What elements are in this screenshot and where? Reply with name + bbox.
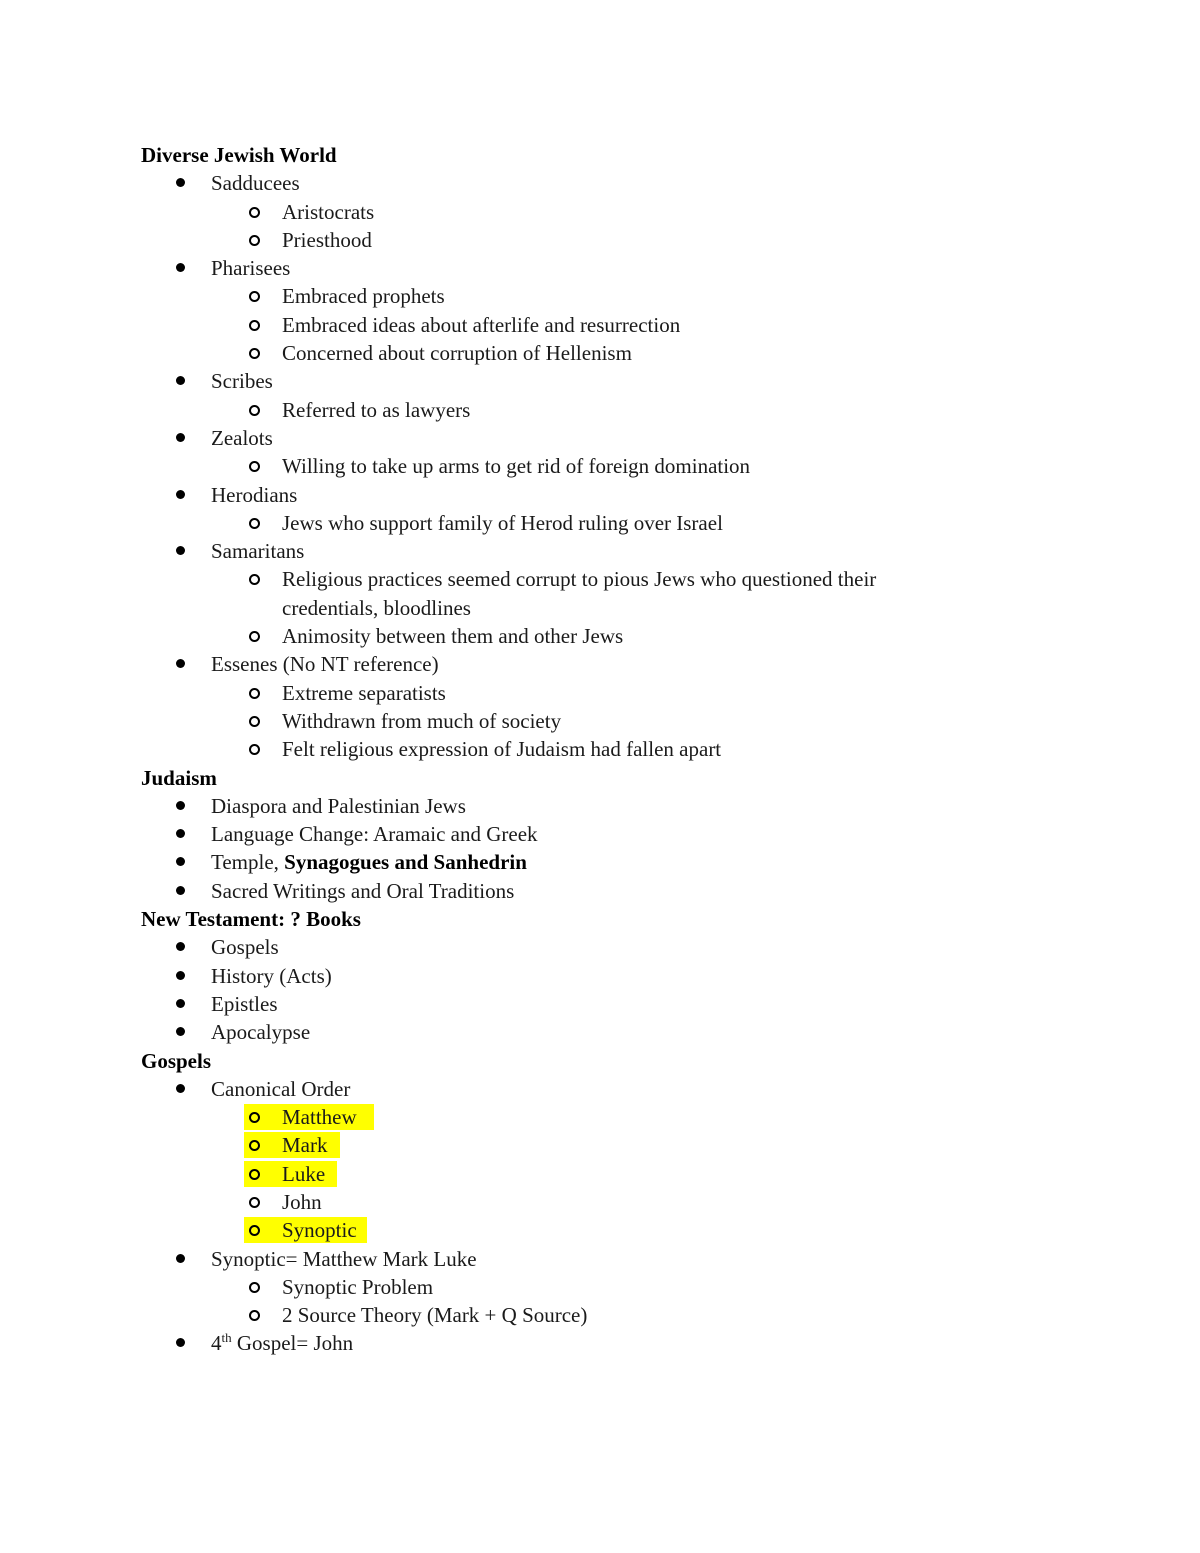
list-item-text: Canonical Order: [211, 1076, 351, 1101]
bullet-icon: [176, 263, 185, 272]
circle-bullet-icon: [249, 716, 260, 727]
circle-bullet-icon: [249, 235, 260, 246]
list-item: [141, 169, 1081, 197]
list-subitem-text: Animosity between them and other Jews: [282, 624, 624, 649]
bullet-icon: [176, 376, 185, 385]
circle-bullet-icon: [249, 405, 260, 416]
list-item-text: Sadducees: [211, 171, 300, 196]
list-item-text: Language Change: Aramaic and Greek: [211, 822, 538, 847]
bullet-icon: [176, 546, 185, 555]
list-item-number: 4: [211, 1331, 222, 1356]
bullet-icon: [176, 1084, 185, 1093]
circle-bullet-icon: [249, 744, 260, 755]
list-subitem-text: Jews who support family of Herod ruling over Israel: [282, 510, 723, 535]
list-item-text: Zealots: [211, 425, 273, 450]
list-item: [141, 1075, 1081, 1103]
list-subitem-text: 2 Source Theory (Mark + Q Source): [282, 1303, 588, 1328]
list-subitem: [141, 198, 1081, 226]
bullet-icon: [176, 178, 185, 187]
list-subitem-text: Felt religious expression of Judaism had fallen apart: [282, 737, 722, 762]
list-subitem-text: Embraced prophets: [282, 284, 445, 309]
list-item-text: Temple,: [211, 850, 285, 875]
list-subitem-highlighted: [141, 1103, 1081, 1131]
list-item: [141, 254, 1081, 282]
list-subitem-text: Matthew: [282, 1105, 357, 1130]
list-item: [141, 848, 1081, 876]
bullet-icon: [176, 801, 185, 810]
list-item: [141, 481, 1081, 509]
bullet-icon: [176, 490, 185, 499]
list-subitem-text: Religious practices seemed corrupt to pious Jews who questioned their credentials, bloodlines: [282, 567, 877, 620]
list-subitem-highlighted: [141, 1160, 1081, 1188]
bullet-icon: [176, 999, 185, 1008]
list-item-text: History (Acts): [211, 963, 332, 988]
list-subitem: [141, 1188, 1081, 1216]
list-subitem-text: Synoptic: [282, 1218, 357, 1243]
list-subitem: [141, 679, 1081, 707]
list-subitem-text: Synoptic Problem: [282, 1274, 434, 1299]
list-subitem-text: Mark: [282, 1133, 328, 1158]
list-item-bold-text: Synagogues and Sanhedrin: [284, 850, 527, 875]
list-item-text: Diaspora and Palestinian Jews: [211, 793, 466, 818]
list-item: [141, 650, 1081, 678]
list-subitem-text: Luke: [282, 1161, 326, 1186]
list-item-text: Gospel= John: [231, 1331, 354, 1356]
bullet-icon: [176, 1254, 185, 1263]
list-item: [141, 367, 1081, 395]
list-subitem-highlighted: [141, 1216, 1081, 1244]
bullet-icon: [176, 1027, 185, 1036]
list-subitem: [141, 339, 1081, 367]
list-item: [141, 933, 1081, 961]
bullet-icon: [176, 1338, 185, 1347]
list-item: [141, 962, 1081, 990]
circle-bullet-icon: [249, 291, 260, 302]
list-item-text: Herodians: [211, 482, 298, 507]
circle-bullet-icon: [249, 320, 260, 331]
list-subitem-text: Embraced ideas about afterlife and resurrection: [282, 312, 681, 337]
list-item: [141, 820, 1081, 848]
list-subitem-text: Willing to take up arms to get rid of foreign domination: [282, 454, 751, 479]
list-item: [141, 1018, 1081, 1046]
circle-bullet-icon: [249, 461, 260, 472]
bullet-icon: [176, 857, 185, 866]
bullet-icon: [176, 433, 185, 442]
bullet-icon: [176, 659, 185, 668]
list-item-text: Epistles: [211, 991, 278, 1016]
circle-bullet-icon: [249, 1197, 260, 1208]
list-item-text: Samaritans: [211, 539, 305, 564]
list-subitem-text: Aristocrats: [282, 199, 375, 224]
bullet-icon: [176, 829, 185, 838]
list-item: [141, 537, 1081, 565]
list-item: [141, 792, 1081, 820]
list-subitem-text: Concerned about corruption of Hellenism: [282, 341, 632, 366]
list-subitem-text: Withdrawn from much of society: [282, 708, 562, 733]
circle-bullet-icon: [249, 631, 260, 642]
list-item: [141, 1245, 1081, 1273]
list-item-text: Sacred Writings and Oral Traditions: [211, 878, 515, 903]
circle-bullet-icon: [249, 1169, 260, 1180]
list-item-text: Pharisees: [211, 256, 291, 281]
list-subitem-text: Priesthood: [282, 227, 372, 252]
list-subitem: [141, 452, 1081, 480]
list-subitem: [141, 622, 1081, 650]
list-item-text: Synoptic= Matthew Mark Luke: [211, 1246, 477, 1271]
list-subitem: [141, 396, 1081, 424]
heading-new-testament: New Testament: ? Books: [141, 907, 361, 932]
circle-bullet-icon: [249, 518, 260, 529]
list-subitem: [141, 1273, 1081, 1301]
list-item-text: Apocalypse: [211, 1020, 311, 1045]
document-page: [141, 141, 1081, 1358]
circle-bullet-icon: [249, 1310, 260, 1321]
list-subitem-text: John: [282, 1189, 322, 1214]
heading-judaism: Judaism: [141, 765, 217, 790]
list-subitem: [141, 735, 1081, 763]
superscript-ordinal: th: [221, 1330, 232, 1346]
circle-bullet-icon: [249, 1282, 260, 1293]
circle-bullet-icon: [249, 207, 260, 218]
circle-bullet-icon: [249, 574, 260, 585]
list-subitem: [141, 565, 1081, 622]
list-subitem: [141, 1301, 1081, 1329]
list-subitem: [141, 226, 1081, 254]
list-item: [141, 424, 1081, 452]
heading-diverse-jewish-world: Diverse Jewish World: [141, 143, 337, 167]
list-subitem: [141, 311, 1081, 339]
list-item-text: Gospels: [211, 935, 279, 960]
list-subitem: [141, 282, 1081, 310]
list-item-text: Essenes (No NT reference): [211, 652, 439, 677]
list-item: [141, 990, 1081, 1018]
circle-bullet-icon: [249, 688, 260, 699]
list-subitem-highlighted: [141, 1131, 1081, 1159]
list-item: [141, 877, 1081, 905]
bullet-icon: [176, 886, 185, 895]
bullet-icon: [176, 971, 185, 980]
list-subitem: [141, 509, 1081, 537]
list-subitem-text: Referred to as lawyers: [282, 397, 471, 422]
circle-bullet-icon: [249, 348, 260, 359]
heading-gospels: Gospels: [141, 1048, 212, 1073]
bullet-icon: [176, 942, 185, 951]
list-subitem: [141, 707, 1081, 735]
list-item: [141, 1329, 1081, 1357]
list-item-text: Scribes: [211, 369, 273, 394]
list-subitem-text: Extreme separatists: [282, 680, 446, 705]
